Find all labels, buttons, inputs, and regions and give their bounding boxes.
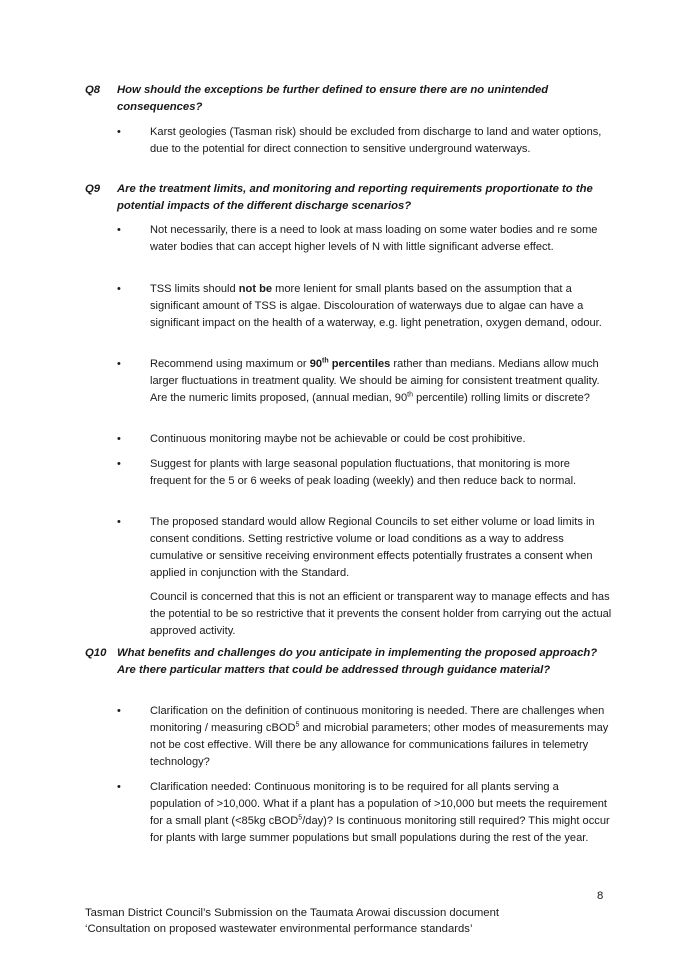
q8-number: Q8: [85, 84, 101, 96]
q10-bullet-2: Clarification needed: Continuous monitoring is to be required for all plants serving a population of >10,000. What if a plant has a population of >10,000 but meets the requirement for a small plant (<85kg cBOD$^5$/day)? Is continuous monitoring still required? This might occur for plants with large summer populations but small populations during the rest of the year.: [150, 781, 610, 844]
q9-bullet-1: Not necessarily, there is a need to look at mass loading on some water bodies and re some water bodies that can accept higher levels of N with little significant adverse effect.: [150, 224, 598, 253]
footer-line-2: ‘Consultation on proposed wastewater environmental performance standards’: [85, 923, 473, 935]
q9-bullet-2: TSS limits should not be more lenient for small plants based on the assumption that a significant amount of TSS is algae. Discolouration of waterways due to algae can have a significant impact on the health of a waterway, e.g. light penetration, oxygen demand, odour.: [150, 283, 602, 329]
q10-question: What benefits and challenges do you anticipate in implementing the proposed approach? Are there particular matters that could be addressed through guidance material?: [117, 647, 598, 676]
bullet-icon: •: [117, 126, 121, 138]
bullet-icon: •: [117, 781, 121, 793]
page-footer: [85, 905, 625, 937]
q9-bullet-6: The proposed standard would allow Regional Councils to set either volume or load limits in consent conditions. Setting restrictive volume or load conditions as a way to address cumulative or sensitive receiving environment effects potentially frustrates a consent when applied in conjunction with the Standard.: [150, 516, 595, 579]
q9-bullet-4: Continuous monitoring maybe not be achievable or could be cost prohibitive.: [150, 433, 526, 445]
q9-bullet-3: Recommend using maximum or 90th percentiles rather than medians. Medians allow much larger fluctuations in treatment quality. We should be aiming for consistent treatment quality. Are the numeric limits proposed, (annual median, 90th percentile) rolling limits or discrete?: [150, 357, 600, 404]
q10-bullet-1: Clarification on the definition of continuous monitoring is needed. There are challenges when monitoring / measuring cBOD$^5$ and microbial parameters; other modes of measurements may not be cost effective. Will there be any allowance for communications failures in telemetry technology?: [150, 705, 609, 768]
bullet-icon: •: [117, 433, 121, 445]
bullet-icon: •: [117, 358, 121, 370]
bullet-icon: •: [117, 705, 121, 717]
bullet-icon: •: [117, 458, 121, 470]
q9-bullet-5: Suggest for plants with large seasonal population fluctuations, that monitoring is more frequent for the 5 or 6 weeks of peak loading (weekly) and then reduce back to normal.: [150, 458, 577, 487]
emphasis-not-be: not be: [238, 283, 273, 295]
q8-question: How should the exceptions be further defined to ensure there are no unintended consequences?: [117, 84, 549, 113]
q8-bullet-1: Karst geologies (Tasman risk) should be excluded from discharge to land and water options, due to the potential for direct connection to sensitive underground waterways.: [150, 126, 602, 155]
bullet-icon: •: [117, 283, 121, 295]
q9-bullet-6-paragraph: Council is concerned that this is not an efficient or transparent way to manage effects and has the potential to be so restrictive that it prevents the consent holder from carrying out the actual approved activity.: [150, 591, 612, 637]
q9-question: Are the treatment limits, and monitoring and reporting requirements proportionate to the potential impacts of the different discharge scenarios?: [117, 183, 593, 212]
page-number: 8: [597, 890, 604, 902]
emphasis-90th-percentiles: 90th percentiles: [309, 357, 391, 370]
bullet-icon: •: [117, 224, 121, 236]
q10-number: Q10: [85, 647, 107, 659]
footer-line-1: Tasman District Council’s Submission on the Taumata Arowai discussion document: [85, 907, 499, 919]
bullet-icon: •: [117, 516, 121, 528]
q9-number: Q9: [85, 183, 101, 195]
